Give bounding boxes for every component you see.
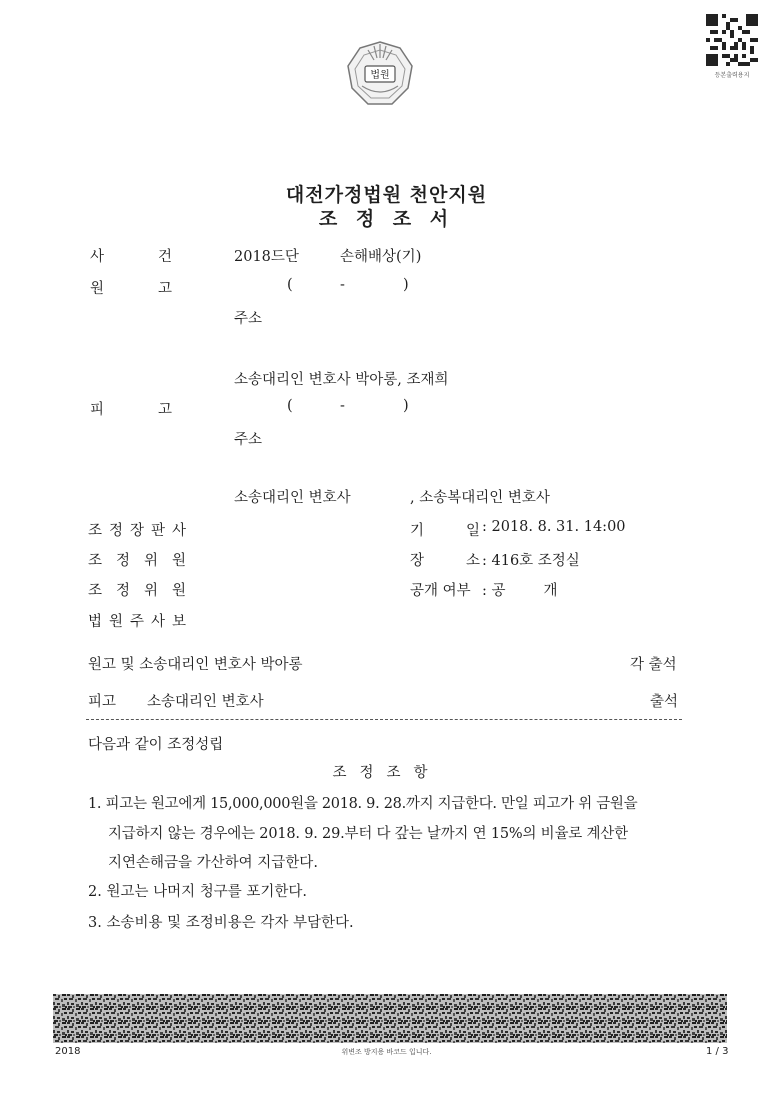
anti-forgery-barcode-icon <box>53 994 727 1043</box>
plaintiff-attorney: 소송대리인 변호사 박아롱, 조재희 <box>234 372 449 388</box>
attendance-defendant-party: 피고 <box>88 694 117 710</box>
plaintiff-id-open: ( <box>287 277 293 293</box>
emblem-text: 법원 <box>370 70 390 81</box>
defendant-sub-attorney: , 소송복대리인 변호사 <box>410 490 550 506</box>
footer-note: 위변조 방지용 바코드 입니다. <box>341 1048 432 1056</box>
court-name: 대전가정법원 천안지원 <box>285 184 488 206</box>
attendance-defendant: 소송대리인 변호사 <box>147 694 264 710</box>
case-type: 손해배상(기) <box>340 249 422 265</box>
case-label: 사 건 <box>90 249 172 265</box>
divider-dashed <box>86 719 682 720</box>
footer-page-number: 1 / 3 <box>706 1046 729 1057</box>
plaintiff-id-dash: - <box>340 277 345 293</box>
defendant-id-close: ) <box>403 398 409 414</box>
footer-year: 2018 <box>55 1046 81 1057</box>
plaintiff-id-close: ) <box>403 277 409 293</box>
plaintiff-label: 원 고 <box>90 281 172 297</box>
item-1-line-2: 지급하지 않는 경우에는 2018. 9. 29.부터 다 갚는 날까지 연 15%의 비율로 계산한 <box>108 826 628 842</box>
session-place-value: : 416호 조정실 <box>482 553 580 569</box>
session-public-label: 공개 여부 <box>410 583 471 599</box>
attendance-defendant-status: 출석 <box>650 694 679 710</box>
plaintiff-address-label: 주소 <box>234 311 263 327</box>
case-number: 2018드단 <box>234 249 299 265</box>
mediation-intro: 다음과 같이 조정성립 <box>88 737 224 753</box>
session-public-value: : 공 개 <box>482 583 558 599</box>
defendant-id-dash: - <box>340 398 345 414</box>
qr-caption: 등본출력용지 <box>714 72 750 79</box>
defendant-id-open: ( <box>287 398 293 414</box>
item-1-line-3: 지연손해금을 가산하여 지급한다. <box>108 855 318 871</box>
defendant-attorney: 소송대리인 변호사 <box>234 490 351 506</box>
official-clerk: 법원주사보 <box>88 614 194 630</box>
official-mediator-2: 조정위원 <box>88 583 201 599</box>
mediation-items-title: 조정조항 <box>332 765 441 781</box>
item-2: 2. 원고는 나머지 청구를 포기한다. <box>88 884 307 900</box>
attendance-plaintiff-status: 각 출석 <box>630 657 677 673</box>
defendant-address-label: 주소 <box>234 432 263 448</box>
item-3: 3. 소송비용 및 조정비용은 각자 부담한다. <box>88 915 354 931</box>
official-mediator-1: 조정위원 <box>88 553 201 569</box>
session-date-value: : 2018. 8. 31. 14:00 <box>482 519 626 535</box>
session-place-label: 장 소 <box>410 553 480 569</box>
item-1-line-1: 1. 피고는 원고에게 15,000,000원을 2018. 9. 28.까지 지급한다. 만일 피고가 위 금원을 <box>88 796 638 812</box>
session-date-label: 기 일 <box>410 523 480 539</box>
court-emblem-icon <box>346 40 414 108</box>
document-title: 조 정 조 서 <box>318 208 455 230</box>
official-chief-judge: 조정장판사 <box>88 523 194 539</box>
qr-code-icon <box>706 14 758 66</box>
attendance-plaintiff: 원고 및 소송대리인 변호사 박아롱 <box>88 657 303 673</box>
defendant-label: 피 고 <box>90 402 172 418</box>
